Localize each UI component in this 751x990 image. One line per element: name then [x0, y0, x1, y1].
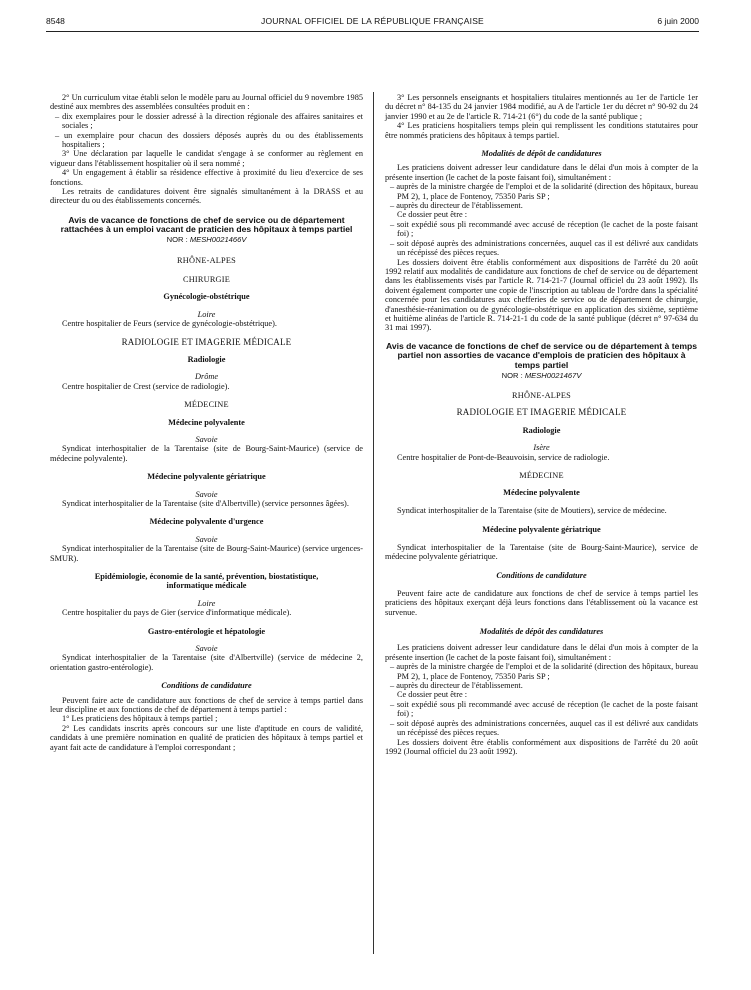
- service-entry: Syndicat interhospitalier de la Tarentaise (site d'Albertville) (service personnes âgées).: [62, 498, 349, 508]
- right-column: [385, 93, 698, 756]
- list-item: – soit expédié sous pli recommandé avec accusé de réception (le cachet de la poste faisant foi) ;: [390, 699, 698, 719]
- paragraph: Ce dossier peut être :: [397, 210, 468, 220]
- paragraph: Les dossiers doivent être établis conformément aux dispositions de l'arrêté du 20 août 1992 relatif aux modalités de candidature aux fonctions de chef de service ou de département dans les établissements visés par l'article R. 714-21-7 (Journal officiel du 23 août 1992). Ils doivent également comporter une copie de l'inscription au tableau de l'ordre dans la spécialité concernée pour les candidatures aux chefferies de service ou de département de chirurgie, d'anesthésie-réanimation ou de gynécologie-obstétrique en application des sixième, septième et huitième alinéas de l'article R. 714-21-1 du code de la santé publique (décret n° 97-634 du 31 mai 1997).: [385, 257, 698, 333]
- nor-label: NOR :: [501, 370, 523, 380]
- nor-reference: [385, 371, 698, 380]
- list-item: – dix exemplaires pour le dossier adressé à la direction régionale des affaires sanitaires et sociales ;: [55, 111, 363, 131]
- paragraph: Les retraits de candidatures doivent être signalés simultanément à la DRASS et au directeur du ou des établissements concernés.: [50, 187, 363, 206]
- service-entry: Centre hospitalier du pays de Gier (service d'informatique médicale).: [62, 608, 292, 618]
- discipline-heading: RADIOLOGIE ET IMAGERIE MÉDICALE: [456, 407, 627, 418]
- paragraph: Peuvent faire acte de candidature aux fonctions de chef de service à temps partiel dans leur discipline et aux fonctions de chef de département à temps partiel :: [50, 695, 363, 715]
- department-name: Loire: [197, 598, 216, 608]
- specialty-heading: Epidémiologie, économie de la santé, prévention, biostatistique, informatique médicale: [94, 572, 319, 591]
- service-entry: Centre hospitalier de Feurs (service de gynécologie-obstétrique).: [62, 319, 277, 329]
- service-entry: Syndicat interhospitalier de la Tarentaise (site de Moutiers), service de médecine.: [397, 505, 667, 515]
- issue-date: 6 juin 2000: [657, 16, 699, 26]
- service-entry: Syndicat interhospitalier de la Tarentaise (site de Bourg-Saint-Maurice) (service urgences-SMUR).: [50, 544, 363, 563]
- specialty-heading: Gynécologie-obstétrique: [163, 292, 250, 302]
- journal-title: JOURNAL OFFICIEL DE LA RÉPUBLIQUE FRANÇAISE: [261, 16, 484, 26]
- specialty-heading: Médecine polyvalente gériatrique: [482, 525, 601, 535]
- section-heading: Modalités de dépôt des candidatures: [479, 627, 604, 637]
- department-name: Savoie: [195, 489, 218, 499]
- nor-code: MESH0021466V: [189, 235, 247, 245]
- specialty-heading: Médecine polyvalente d'urgence: [149, 517, 264, 527]
- notice-title: Avis de vacance de fonctions de chef de service ou de département à temps partiel non assorties de vacance d'emplois de praticien des hôpitaux à temps partiel: [385, 340, 698, 370]
- list-item: – auprès de la ministre chargée de l'emploi et de la solidarité (direction des hôpitaux, bureau PM 2), 1, place de Fontenoy, 75350 Paris SP ;: [390, 182, 698, 201]
- discipline-heading: MÉDECINE: [184, 400, 229, 410]
- list-item: – auprès du directeur de l'établissement.: [390, 201, 523, 211]
- department-name: Savoie: [195, 534, 218, 544]
- paragraph: 2° Les candidats inscrits après concours sur une liste d'aptitude en cours de validité, candidats à une première nomination en qualité de praticien des hôpitaux à temps partiel et ayant fait acte de candidature à l'emploi correspondant ;: [50, 723, 363, 752]
- service-entry: Syndicat interhospitalier de la Tarentaise (site d'Albertville) (service de médecine 2, orientation gastro-entérologie).: [50, 653, 363, 672]
- discipline-heading: CHIRURGIE: [183, 274, 230, 284]
- list-item: – soit déposé auprès des administrations concernées, auquel cas il est délivré aux candidats un récépissé des pièces reçues.: [390, 718, 698, 738]
- paragraph: Les dossiers doivent être établis conformément aux dispositions de l'arrêté du 20 août 1992 (Journal officiel du 23 août 1992).: [385, 737, 698, 756]
- page-header: [46, 16, 699, 30]
- section-heading: Conditions de candidature: [161, 681, 252, 691]
- paragraph: 4° Un engagement à établir sa résidence effective à proximité du lieu d'exercice de ses fonctions.: [50, 168, 363, 187]
- service-entry: Syndicat interhospitalier de la Tarentaise (site de Bourg-Saint-Maurice) (service de médecine polyvalente).: [50, 444, 363, 463]
- specialty-heading: Gastro-entérologie et hépatologie: [147, 626, 266, 636]
- header-rule: [46, 31, 699, 32]
- left-column: [50, 93, 363, 752]
- department-name: Savoie: [195, 434, 218, 444]
- section-heading: Modalités de dépôt de candidatures: [481, 149, 602, 159]
- discipline-heading: RADIOLOGIE ET IMAGERIE MÉDICALE: [121, 336, 292, 347]
- department-name: Savoie: [195, 644, 218, 654]
- list-item: – soit déposé auprès des administrations concernées, auquel cas il est délivré aux candidats un récépissé des pièces reçues.: [390, 238, 698, 258]
- nor-reference: [50, 235, 363, 244]
- region-heading: RHÔNE-ALPES: [512, 390, 571, 400]
- list-item: – auprès du directeur de l'établissement.: [390, 681, 523, 691]
- list-item: – soit expédié sous pli recommandé avec accusé de réception (le cachet de la poste faisant foi) ;: [390, 219, 698, 239]
- specialty-heading: Médecine polyvalente gériatrique: [147, 472, 266, 482]
- paragraph: 4° Les praticiens hospitaliers temps plein qui remplissent les conditions statutaires pour être nommés praticiens des hôpitaux à temps partiel.: [385, 121, 698, 140]
- paragraph: Ce dossier peut être :: [397, 690, 468, 700]
- paragraph: Les praticiens doivent adresser leur candidature dans le délai d'un mois à compter de la présente insertion (le cachet de la poste faisant foi), simultanément :: [385, 643, 698, 662]
- column-divider: [373, 92, 374, 954]
- service-entry: Syndicat interhospitalier de la Tarentaise (site de Bourg-Saint-Maurice), service de médecine polyvalente gériatrique.: [385, 542, 698, 561]
- paragraph: Les praticiens doivent adresser leur candidature dans le délai d'un mois à compter de la présente insertion (le cachet de la poste faisant foi), simultanément :: [385, 163, 698, 182]
- department-name: Loire: [197, 309, 216, 319]
- service-entry: Centre hospitalier de Crest (service de radiologie).: [62, 381, 230, 391]
- specialty-heading: Radiologie: [522, 425, 561, 435]
- paragraph: 1° Les praticiens des hôpitaux à temps partiel ;: [62, 714, 218, 724]
- nor-code: MESH0021467V: [524, 370, 582, 380]
- section-heading: Conditions de candidature: [496, 571, 587, 581]
- nor-label: NOR :: [166, 235, 188, 245]
- paragraph: 2° Un curriculum vitae établi selon le modèle paru au Journal officiel du 9 novembre 1985 destiné aux membres des assemblées consultées produit en :: [50, 93, 363, 112]
- list-item: – auprès de la ministre chargée de l'emploi et de la solidarité (direction des hôpitaux, bureau PM 2), 1, place de Fontenoy, 75350 Paris SP ;: [390, 662, 698, 681]
- service-entry: Centre hospitalier de Pont-de-Beauvoisin, service de radiologie.: [397, 452, 610, 462]
- paragraph: Peuvent faire acte de candidature aux fonctions de chef de service à temps partiel les praticiens des hôpitaux exerçant déjà leurs fonctions dans l'établissement où la vacance est survenue.: [385, 588, 698, 617]
- paragraph: 3° Les personnels enseignants et hospitaliers titulaires mentionnés au 1er de l'article 1er du décret n° 84-135 du 24 janvier 1984 modifié, au A de l'article 1er du décret n° 90-92 du 24 janvier 1990 et au 2e de l'article R. 714-21 (6°) du code de la santé publique ;: [385, 93, 698, 121]
- specialty-heading: Médecine polyvalente: [168, 417, 245, 427]
- department-name: Drôme: [194, 372, 219, 382]
- page-number: 8548: [46, 16, 65, 26]
- list-item: – un exemplaire pour chacun des dossiers déposés auprès du ou des établissements hospitaliers ;: [55, 130, 363, 150]
- specialty-heading: Médecine polyvalente: [503, 488, 580, 498]
- discipline-heading: MÉDECINE: [519, 470, 564, 480]
- paragraph: 3° Une déclaration par laquelle le candidat s'engage à se conformer au règlement en vigueur dans l'établissement hospitalier où il sera nommé ;: [50, 149, 363, 168]
- department-name: Isère: [533, 443, 550, 453]
- specialty-heading: Radiologie: [187, 354, 226, 364]
- region-heading: RHÔNE-ALPES: [177, 256, 236, 266]
- notice-title: Avis de vacance de fonctions de chef de service ou de département rattachées à un emploi vacant de praticien des hôpitaux à temps partiel: [60, 214, 353, 235]
